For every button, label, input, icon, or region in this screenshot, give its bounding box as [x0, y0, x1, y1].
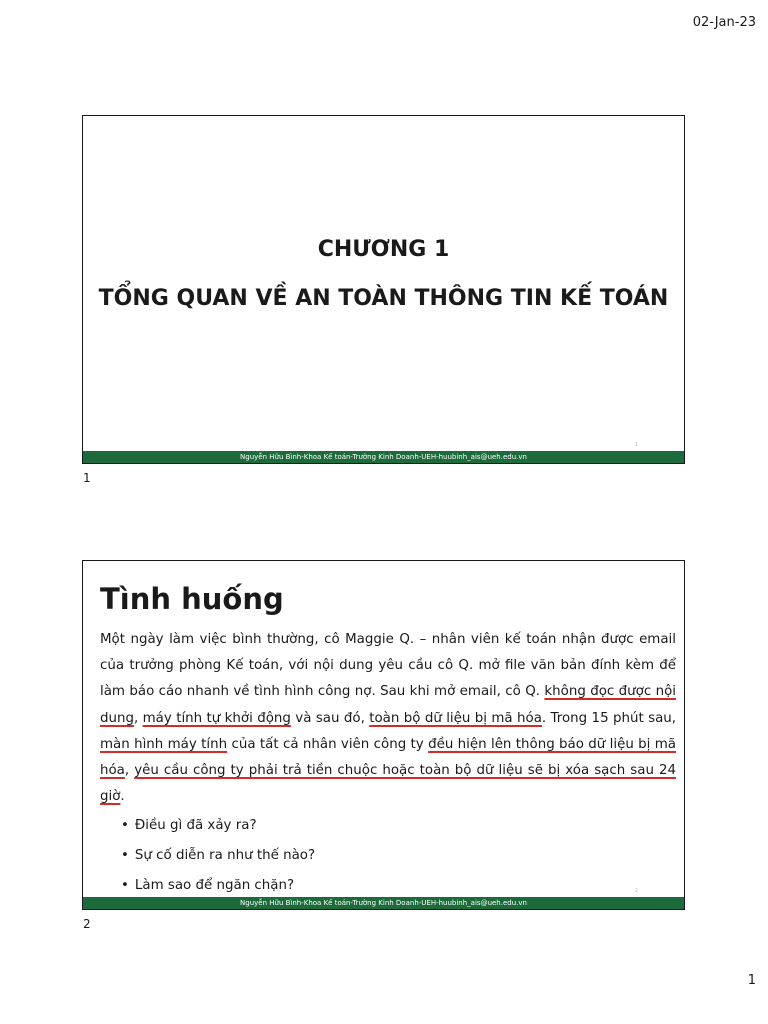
slide-2-footer: Nguyễn Hữu Bình-Khoa Kế toán-Trường Kinh Doanh-UEH-huubinh_ais@ueh.edu.vn: [83, 897, 684, 909]
underlined-phrase: đều hiện lên thông báo dữ liệu bị mã hóa: [100, 736, 677, 779]
underlined-phrase: máy tính tự khởi động: [142, 710, 291, 726]
slide-1: [82, 115, 685, 464]
text-run: của tất cả nhân viên công ty: [227, 736, 429, 752]
print-date: 02-Jan-23: [692, 15, 756, 30]
text-run: và sau đó,: [290, 710, 370, 726]
text-run: . Trong 15 phút sau,: [541, 710, 677, 726]
underlined-phrase: không đọc được nội dung: [100, 684, 677, 726]
slide-1-mini-number: 1: [634, 442, 638, 448]
underlined-phrase: toàn bộ dữ liệu bị mã hóa: [369, 710, 542, 726]
question-item: • Điều gì đã xảy ra?: [121, 811, 315, 841]
text-run: ,: [133, 710, 143, 726]
slide-1-index: 1: [83, 471, 91, 485]
slide-1-title: [83, 234, 684, 315]
scenario-paragraph: [100, 627, 676, 810]
question-item: • Sự cố diễn ra như thế nào?: [121, 841, 315, 871]
question-list: [121, 811, 315, 901]
slide-1-footer: Nguyễn Hữu Bình-Khoa Kế toán-Trường Kinh Doanh-UEH-huubinh_ais@ueh.edu.vn: [83, 451, 684, 463]
slide-2-mini-number: 2: [634, 888, 638, 894]
question-item: • Làm sao để ngăn chặn?: [121, 871, 315, 901]
chapter-heading: CHƯƠNG 1: [317, 237, 450, 262]
chapter-title: TỔNG QUAN VỀ AN TOÀN THÔNG TIN KẾ TOÁN: [98, 286, 669, 311]
slide-2: [82, 560, 685, 910]
page-number: 1: [747, 973, 756, 988]
text-run: Một ngày làm việc bình thường, cô Maggie Q. – nhân viên kế toán nhận được email của trưởng phòng Kế toán, với nội dung yêu cầu cô Q. mở file văn bản đính kèm để làm báo cáo nhanh về tình hình công nợ. Sau khi mở email, cô Q.: [100, 632, 676, 700]
underlined-phrase: yêu cầu công ty phải trả tiền chuộc hoặc toàn bộ dữ liệu sẽ bị xóa sạch sau 24 giờ: [100, 763, 677, 805]
slide-2-title: Tình huống: [100, 582, 284, 616]
text-run: .: [120, 789, 125, 805]
underlined-phrase: màn hình máy tính: [100, 736, 228, 752]
slide-2-index: 2: [83, 917, 91, 931]
text-run: ,: [124, 763, 135, 779]
